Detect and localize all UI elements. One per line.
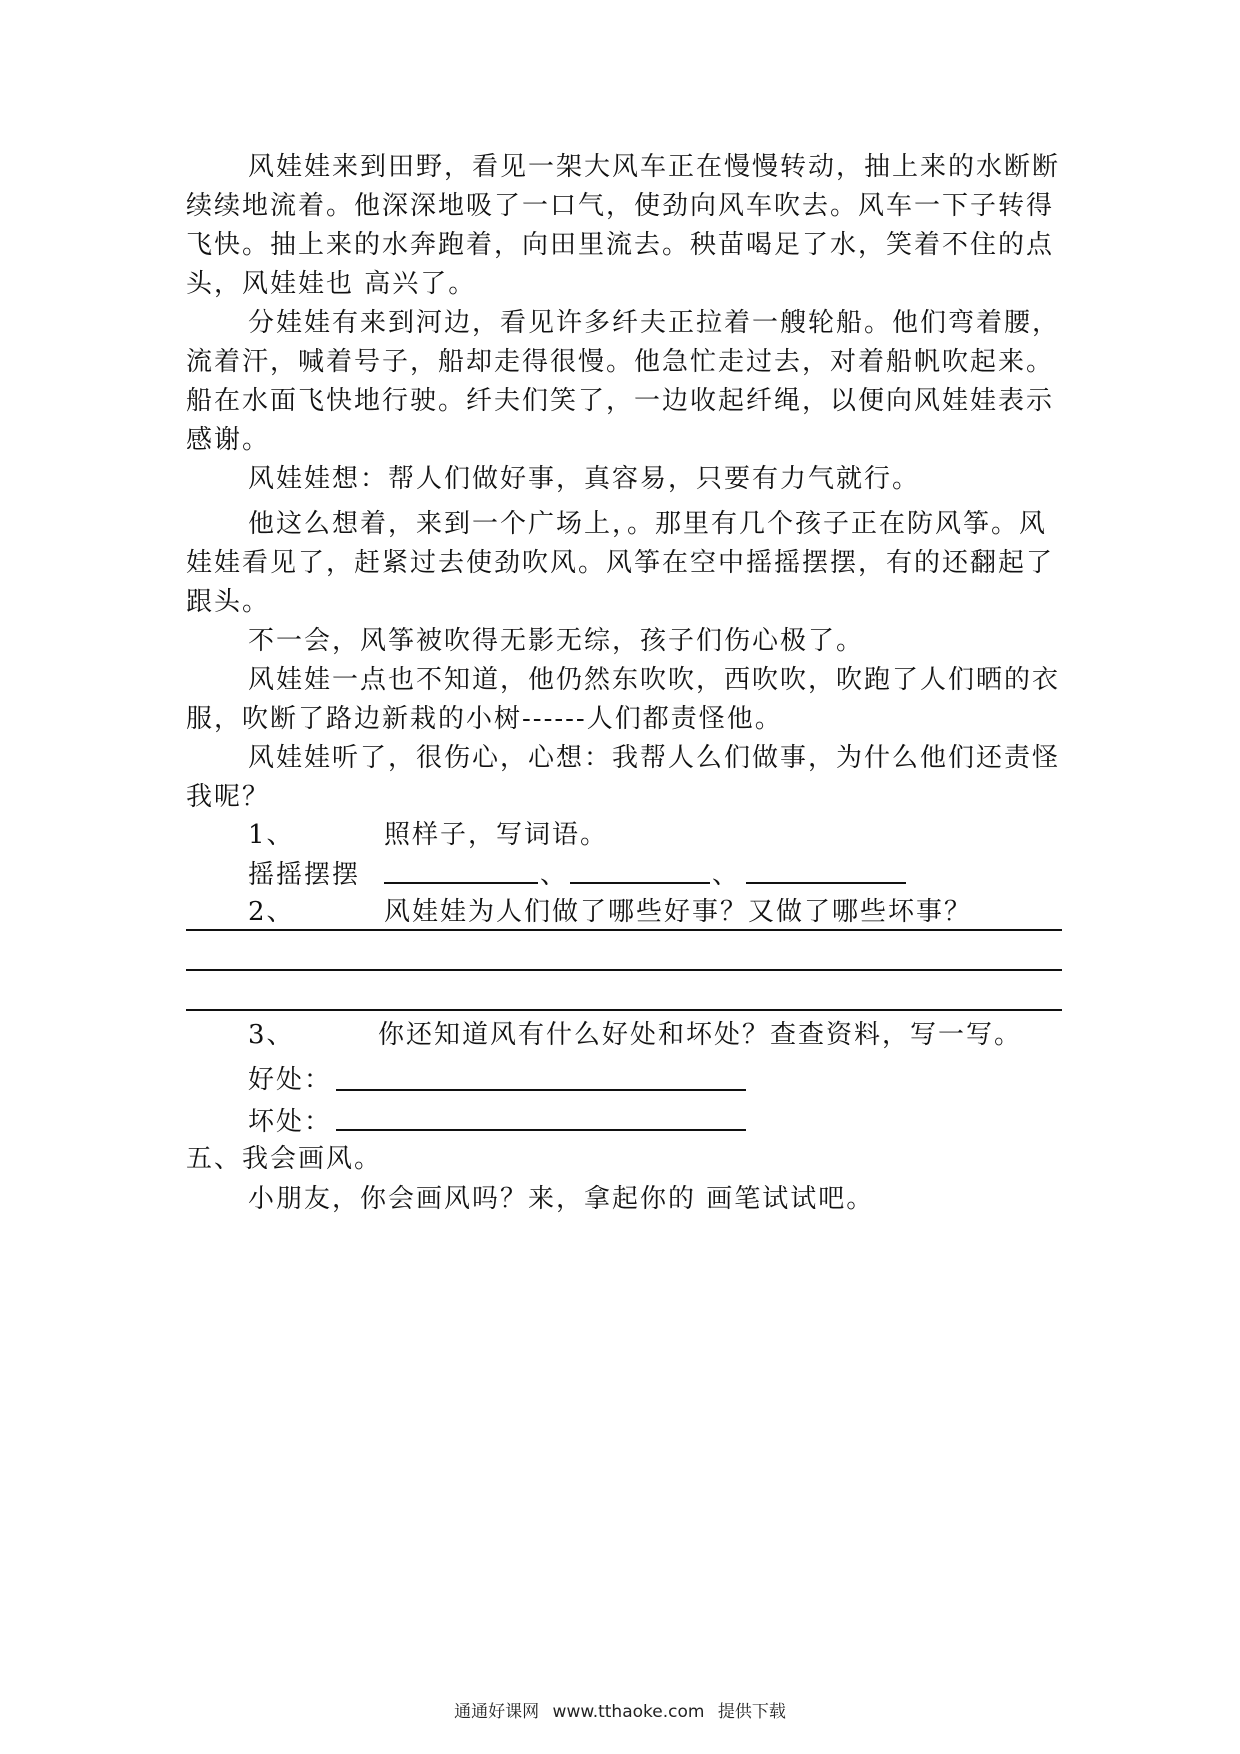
question-2-text: 风娃娃为人们做了哪些好事？又做了哪些坏事？ [384, 897, 973, 927]
story-paragraph-3: 风娃娃想：帮人们做好事，真容易，只要有力气就行。 [248, 464, 921, 494]
answer-line-3[interactable] [186, 1009, 1062, 1011]
question-3-text: 你还知道风有什么好处和坏处？查查资料，写一写。 [378, 1020, 1023, 1050]
question-3-number: 3、 [248, 1020, 295, 1050]
answer-blank-1[interactable] [384, 882, 538, 884]
example-word: 摇摇摆摆 [248, 860, 361, 890]
answer-blank-2[interactable] [570, 882, 710, 884]
story-paragraph-7: 风娃娃听了，很伤心，心想：我帮人么们做事，为什么他们还责怪我呢？ [186, 743, 1061, 812]
answer-line-2[interactable] [186, 969, 1062, 971]
footer-note: 提供下载 [717, 1702, 786, 1722]
footer-url[interactable]: www.tthaoke.com [552, 1702, 705, 1722]
blank-separator-2: 、 [712, 860, 741, 890]
answer-blank-3[interactable] [746, 882, 906, 884]
blank-separator-1: 、 [540, 860, 569, 890]
question-2 [186, 893, 1066, 932]
footer-site-name: 通通好课网 [454, 1702, 540, 1722]
section-5-text: 小朋友，你会画风吗？来，拿起你的 画笔试试吧。 [248, 1184, 875, 1214]
story-paragraph-5: 不一会，风筝被吹得无影无综，孩子们伤心极了。 [248, 626, 865, 656]
question-2-number: 2、 [248, 897, 295, 927]
answer-line-1[interactable] [186, 929, 1062, 931]
page-footer [0, 1697, 1240, 1722]
question-1 [186, 816, 1066, 855]
question-3 [186, 1016, 1066, 1055]
bad-label: 坏处： [248, 1107, 333, 1137]
story-paragraph-2: 分娃娃有来到河边，看见许多纤夫正拉着一艘轮船。他们弯着腰，流着汗，喊着号子，船却走得很慢。他急忙走过去，对着船帆吹起来。船在水面飞快地行驶。纤夫们笑了，一边收起纤绳，以便向风娃娃表示感谢。 [186, 308, 1061, 455]
story-paragraph-4: 他这么想着，来到一个广场上，。那里有几个孩子正在防风筝。风娃娃看见了，赶紧过去使劲吹风。风筝在空中摇摇摆摆，有的还翻起了跟头。 [186, 509, 1055, 617]
bad-answer-line[interactable] [336, 1129, 746, 1131]
question-1-text: 照样子，写词语。 [384, 820, 609, 850]
good-answer-line[interactable] [336, 1089, 746, 1091]
question-1-number: 1、 [248, 820, 295, 850]
story-paragraph-1: 风娃娃来到田野，看见一架大风车正在慢慢转动，抽上来的水断断续续地流着。他深深地吸了一口气，使劲向风车吹去。风车一下子转得飞快。抽上来的水奔跑着，向田里流去。秧苗喝足了水，笑着不住的点头，风娃娃也 高兴了。 [186, 152, 1061, 299]
section-5-heading: 五、我会画风。 [186, 1144, 383, 1174]
good-label: 好处： [248, 1065, 333, 1095]
story-paragraph-6: 风娃娃一点也不知道，他仍然东吹吹，西吹吹，吹跑了人们晒的衣服，吹断了路边新栽的小树------人们都责怪他。 [186, 665, 1061, 734]
